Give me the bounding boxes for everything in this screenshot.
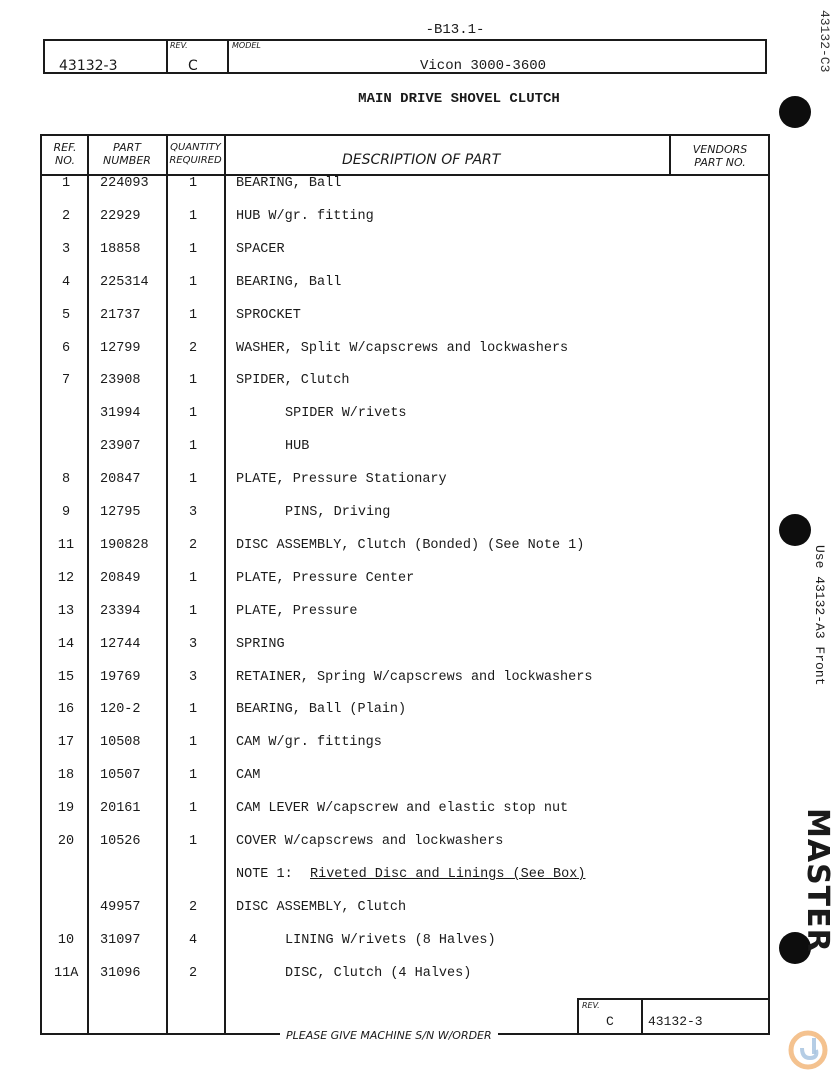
quantity-cell: 3 bbox=[188, 636, 198, 652]
header-rev-label: REV. bbox=[170, 41, 188, 50]
column-header-ref-no bbox=[44, 141, 86, 167]
page-title: MAIN DRIVE SHOVEL CLUTCH bbox=[358, 91, 560, 107]
ref-no-cell: 2 bbox=[61, 208, 71, 224]
part-number-cell: 21737 bbox=[100, 307, 141, 323]
table-row bbox=[42, 571, 770, 591]
column-header-line: QUANTITY bbox=[170, 142, 221, 153]
quantity-cell: 2 bbox=[188, 965, 198, 981]
description-cell: RETAINER, Spring W/capscrews and lockwashers bbox=[236, 669, 593, 685]
column-header-line: PART NO. bbox=[694, 156, 746, 169]
description-cell: CAM bbox=[236, 768, 261, 784]
description-cell: SPIDER, Clutch bbox=[236, 373, 350, 389]
quantity-cell: 3 bbox=[188, 505, 198, 520]
margin-code: 43132-C3 bbox=[817, 10, 832, 73]
header-part-number: 43132-3 bbox=[59, 58, 118, 74]
description-cell: DISC ASSEMBLY, Clutch bbox=[236, 899, 407, 915]
part-number-cell: 12795 bbox=[100, 505, 141, 520]
table-row bbox=[42, 209, 770, 229]
table-row bbox=[42, 242, 770, 262]
footer-rev-value: C bbox=[606, 1014, 614, 1029]
quantity-cell: 4 bbox=[188, 932, 198, 948]
description-cell: DISC ASSEMBLY, Clutch (Bonded) (See Note 1) bbox=[236, 537, 585, 553]
description-cell: BEARING, Ball bbox=[236, 176, 342, 191]
table-row bbox=[42, 604, 770, 624]
description-cell: PINS, Driving bbox=[285, 505, 391, 520]
ref-no-cell: 15 bbox=[57, 669, 75, 685]
footer-rev-box bbox=[577, 998, 770, 1035]
description-cell: LINING W/rivets (8 Halves) bbox=[285, 932, 496, 948]
quantity-cell: 2 bbox=[188, 340, 198, 356]
margin-use-note: Use 43132-A3 Front bbox=[812, 545, 827, 686]
part-number-cell: 20161 bbox=[100, 801, 141, 817]
table-row bbox=[42, 373, 770, 393]
table-row bbox=[42, 341, 770, 361]
header-model-label: MODEL bbox=[232, 41, 261, 50]
description-cell: SPACER bbox=[236, 241, 285, 257]
header-divider bbox=[227, 41, 229, 72]
ref-no-cell: 6 bbox=[61, 340, 71, 356]
ref-no-cell: 17 bbox=[57, 735, 75, 751]
table-row bbox=[42, 275, 770, 295]
table-row bbox=[42, 735, 770, 755]
part-number-cell: 20847 bbox=[100, 472, 141, 488]
description-cell: PLATE, Pressure Stationary bbox=[236, 472, 447, 488]
ref-no-cell: 13 bbox=[57, 603, 75, 619]
page-number: -B13.1- bbox=[425, 22, 485, 38]
part-number-cell: 224093 bbox=[100, 176, 149, 191]
part-number-cell: 31096 bbox=[100, 965, 141, 981]
description-cell: HUB W/gr. fitting bbox=[236, 208, 374, 224]
ref-no-cell: 7 bbox=[61, 373, 71, 389]
table-row bbox=[42, 439, 770, 459]
part-number-cell: 19769 bbox=[100, 669, 141, 685]
note-label: NOTE 1: bbox=[236, 866, 293, 882]
description-cell: BEARING, Ball (Plain) bbox=[236, 702, 407, 718]
part-number-cell: 49957 bbox=[100, 899, 141, 915]
column-header-description: DESCRIPTION OF PART bbox=[342, 152, 501, 168]
table-row bbox=[42, 900, 770, 920]
ref-no-cell: 18 bbox=[57, 768, 75, 784]
ref-no-cell: 3 bbox=[61, 241, 71, 257]
ref-no-cell: 20 bbox=[57, 834, 75, 849]
table-row bbox=[42, 670, 770, 690]
quantity-cell: 1 bbox=[188, 406, 198, 422]
quantity-cell: 1 bbox=[188, 570, 198, 586]
watermark-logo-icon bbox=[788, 1030, 828, 1070]
column-header-quantity bbox=[167, 141, 224, 167]
column-header-line: NUMBER bbox=[103, 154, 151, 167]
part-number-cell: 12799 bbox=[100, 340, 141, 356]
description-cell: CAM W/gr. fittings bbox=[236, 735, 382, 751]
table-row bbox=[42, 538, 770, 558]
quantity-cell: 1 bbox=[188, 735, 198, 751]
part-number-cell: 10507 bbox=[100, 768, 141, 784]
column-header-line: REQUIRED bbox=[169, 155, 222, 166]
part-number-cell: 23394 bbox=[100, 603, 141, 619]
part-number-cell: 18858 bbox=[100, 241, 141, 257]
table-row bbox=[42, 472, 770, 492]
table-row bbox=[42, 505, 770, 525]
header-box bbox=[43, 39, 767, 74]
part-number-cell: 120-2 bbox=[100, 702, 141, 718]
part-number-cell: 10526 bbox=[100, 834, 141, 849]
part-number-cell: 22929 bbox=[100, 208, 141, 224]
column-header-line: PART bbox=[113, 141, 141, 154]
ref-no-cell: 19 bbox=[57, 801, 75, 817]
ref-no-cell: 8 bbox=[61, 472, 71, 488]
quantity-cell: 1 bbox=[188, 241, 198, 257]
description-cell: PLATE, Pressure Center bbox=[236, 570, 415, 586]
column-header-vendors bbox=[672, 143, 768, 169]
quantity-cell: 1 bbox=[188, 702, 198, 718]
description-cell: HUB bbox=[285, 439, 310, 455]
footer-notice: PLEASE GIVE MACHINE S/N W/ORDER bbox=[280, 1029, 498, 1042]
ref-no-cell: 11A bbox=[54, 965, 79, 981]
ref-no-cell: 1 bbox=[61, 176, 71, 191]
description-cell: WASHER, Split W/capscrews and lockwashers bbox=[236, 340, 569, 356]
column-header-line: VENDORS bbox=[692, 143, 748, 156]
table-row bbox=[42, 702, 770, 722]
quantity-cell: 1 bbox=[188, 176, 198, 191]
table-row bbox=[42, 406, 770, 426]
vendors-column-divider bbox=[669, 136, 671, 174]
part-number-cell: 12744 bbox=[100, 636, 141, 652]
part-number-cell: 10508 bbox=[100, 735, 141, 751]
ref-no-cell: 12 bbox=[57, 570, 75, 586]
footer-part-number: 43132-3 bbox=[648, 1014, 703, 1029]
ref-no-cell: 5 bbox=[61, 307, 71, 323]
quantity-cell: 1 bbox=[188, 768, 198, 784]
punch-hole-icon bbox=[779, 514, 811, 546]
description-cell: DISC, Clutch (4 Halves) bbox=[285, 965, 472, 981]
description-cell: SPIDER W/rivets bbox=[285, 406, 407, 422]
table-row bbox=[42, 637, 770, 657]
part-number-cell: 31097 bbox=[100, 932, 141, 948]
description-cell: SPROCKET bbox=[236, 307, 301, 323]
table-row bbox=[42, 176, 770, 196]
quantity-cell: 1 bbox=[188, 801, 198, 817]
description-cell: BEARING, Ball bbox=[236, 274, 342, 290]
header-model-value: Vicon 3000-3600 bbox=[420, 58, 547, 74]
column-header-line: REF. bbox=[53, 141, 77, 154]
quantity-cell: 1 bbox=[188, 307, 198, 323]
table-row bbox=[42, 308, 770, 328]
quantity-cell: 1 bbox=[188, 603, 198, 619]
note-row bbox=[42, 867, 770, 887]
footer-rev-label: REV. bbox=[582, 1001, 600, 1010]
table-row bbox=[42, 834, 770, 854]
quantity-cell: 1 bbox=[188, 834, 198, 849]
ref-no-cell: 9 bbox=[61, 505, 71, 520]
part-number-cell: 23907 bbox=[100, 439, 141, 455]
quantity-cell: 1 bbox=[188, 472, 198, 488]
ref-no-cell: 11 bbox=[57, 537, 75, 553]
quantity-cell: 3 bbox=[188, 669, 198, 685]
quantity-cell: 1 bbox=[188, 439, 198, 455]
quantity-cell: 1 bbox=[188, 208, 198, 224]
ref-no-cell: 4 bbox=[61, 274, 71, 290]
table-row bbox=[42, 966, 770, 986]
part-number-cell: 225314 bbox=[100, 274, 149, 290]
quantity-cell: 2 bbox=[188, 537, 198, 553]
quantity-cell: 1 bbox=[188, 274, 198, 290]
column-header-part-number bbox=[89, 141, 165, 167]
table-row bbox=[42, 801, 770, 821]
part-number-cell: 31994 bbox=[100, 406, 141, 422]
note-text: Riveted Disc and Linings (See Box) bbox=[310, 866, 586, 882]
column-header-line: NO. bbox=[55, 154, 75, 167]
ref-no-cell: 10 bbox=[57, 932, 75, 948]
ref-no-cell: 14 bbox=[57, 636, 75, 652]
ref-no-cell: 16 bbox=[57, 702, 75, 718]
description-cell: SPRING bbox=[236, 636, 285, 652]
master-stamp: MASTER bbox=[800, 808, 835, 953]
part-number-cell: 190828 bbox=[100, 537, 149, 553]
part-number-cell: 20849 bbox=[100, 570, 141, 586]
punch-hole-icon bbox=[779, 96, 811, 128]
description-cell: CAM LEVER W/capscrew and elastic stop nut bbox=[236, 801, 569, 817]
table-row bbox=[42, 933, 770, 953]
quantity-cell: 2 bbox=[188, 899, 198, 915]
header-divider bbox=[166, 41, 168, 72]
description-cell: COVER W/capscrews and lockwashers bbox=[236, 834, 504, 849]
parts-table bbox=[40, 134, 770, 1035]
part-number-cell: 23908 bbox=[100, 373, 141, 389]
header-rev-value: C bbox=[188, 58, 198, 74]
quantity-cell: 1 bbox=[188, 373, 198, 389]
description-cell: PLATE, Pressure bbox=[236, 603, 358, 619]
footer-rev-divider bbox=[641, 1000, 643, 1033]
table-row bbox=[42, 768, 770, 788]
